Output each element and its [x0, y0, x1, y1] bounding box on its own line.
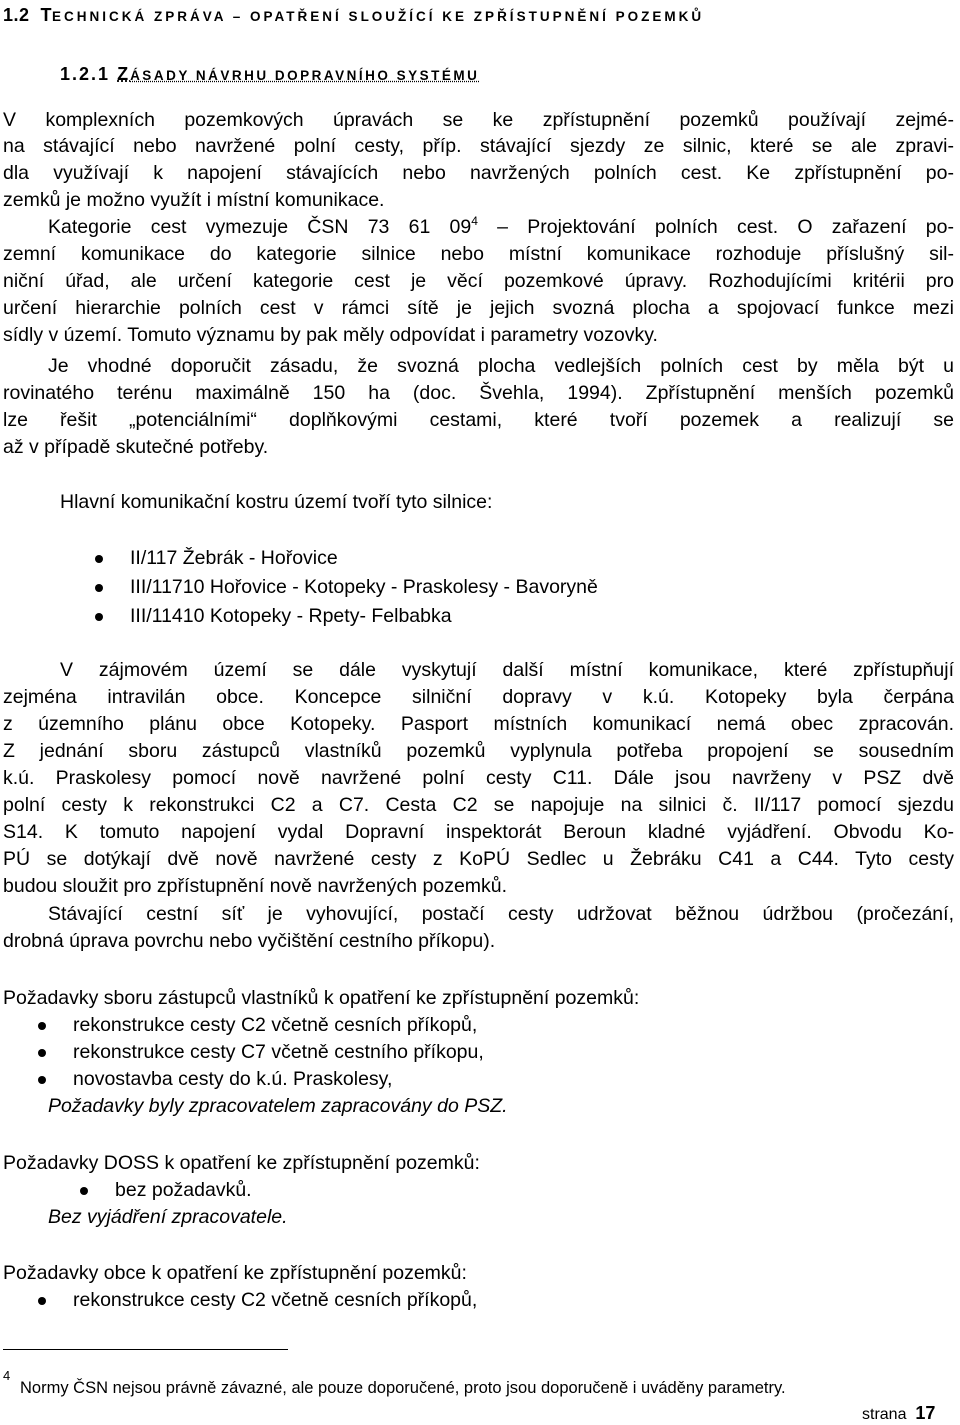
subsection-title: ÁSADY NÁVRHU DOPRAVNÍHO SYSTÉMU — [130, 68, 480, 83]
requirements-title-obec: Požadavky obce k opatření ke zpřístupnění pozemků: — [3, 1262, 467, 1284]
subsection-title-initial: Z — [117, 64, 131, 84]
paragraph-line: drobná úprava povrchu nebo vyčištění cestního příkopu). — [3, 930, 496, 952]
list-item: rekonstrukce cesty C7 včetně cestního příkopu, — [73, 1041, 484, 1063]
list-item: II/117 Žebrák - Hořovice — [130, 547, 338, 569]
paragraph-line: V komplexních pozemkových úpravách se ke zpřístupnění pozemků používají zejmé- — [3, 109, 954, 131]
list-item: rekonstrukce cesty C2 včetně cesních příkopů, — [73, 1014, 478, 1036]
footnote-separator — [3, 1349, 288, 1350]
page-number-value: 17 — [915, 1403, 936, 1423]
paragraph-line: PÚ se dotýkají dvě nově navržené cesty z KoPÚ Sedlec u Žebráku C41 a C44. Tyto cesty — [3, 848, 954, 870]
paragraph-line: S14. K tomuto napojení vydal Dopravní inspektorát Beroun kladné vyjádření. Obvodu Ko- — [3, 821, 954, 843]
bullet-icon — [95, 613, 103, 621]
requirements-note: Požadavky byly zpracovatelem zapracovány do PSZ. — [48, 1095, 508, 1117]
requirements-note: Bez vyjádření zpracovatele. — [48, 1206, 288, 1228]
paragraph-line: rovinatého terénu maximálně 150 ha (doc. Švehla, 1994). Zpřístupnění menších pozemků — [3, 382, 954, 404]
footnote-reference: 4 — [471, 214, 478, 228]
list-item: III/11410 Kotopeky - Rpety- Felbabka — [130, 605, 452, 627]
bullet-icon — [38, 1022, 46, 1030]
paragraph-line: zejména intravilán obce. Koncepce silniční dopravy v k.ú. Kotopeky byla čerpána — [3, 686, 954, 708]
paragraph-line: niční úřad, ale určení kategorie cest je věcí pozemkové úpravy. Rozhodujícími kritérii pro — [3, 270, 954, 292]
section-title: ECHNICKÁ ZPRÁVA – OPATŘENÍ SLOUŽÍCÍ KE ZPŘÍSTUPNĚNÍ POZEMKŮ — [52, 9, 705, 24]
footnote-mark: 4 — [3, 1368, 11, 1383]
paragraph-line: Z jednání sboru zástupců vlastníků pozemků vyplynula potřeba propojení se sousedním — [3, 740, 954, 762]
paragraph-line: až v případě skutečné potřeby. — [3, 436, 269, 458]
bullet-icon — [38, 1297, 46, 1305]
paragraph-line: Je vhodné doporučit zásadu, že svozná plocha vedlejších polních cest by měla být u — [48, 355, 954, 377]
paragraph-line: určení hierarchie polních cest v rámci sítě je jejich svozná plocha a spojovací funkce mezi — [3, 297, 954, 319]
requirements-title-sbor: Požadavky sboru zástupců vlastníků k opatření ke zpřístupnění pozemků: — [3, 987, 640, 1009]
paragraph-line: sídly v území. Tomuto významu by pak měly odpovídat i parametry vozovky. — [3, 324, 658, 346]
paragraph-line: zemní komunikace do kategorie silnice nebo místní komunikace rozhoduje příslušný sil- — [3, 243, 954, 265]
bullet-icon — [95, 555, 103, 563]
page-number — [862, 1403, 935, 1425]
page-label: strana — [862, 1406, 907, 1423]
bullet-icon — [80, 1187, 88, 1195]
bullet-icon — [38, 1076, 46, 1084]
paragraph-line: na stávající nebo navržené polní cesty, příp. stávající sjezdy ze silnic, které se ale zpravi- — [3, 135, 954, 157]
paragraph-line: V zájmovém území se dále vyskytují další místní komunikace, které zpřístupňují — [60, 659, 954, 681]
paragraph-line: lze řešit „potenciálními“ doplňkovými cestami, které tvoří pozemek a realizují se — [3, 409, 954, 431]
footnote-text: Normy ČSN nejsou právně závazné, ale pouze doporučené, proto jsou doporučeně i uváděny parametry. — [20, 1379, 786, 1397]
bullet-icon — [38, 1049, 46, 1057]
subsection-number: 1.2.1 — [60, 64, 111, 84]
paragraph-line: polní cesty k rekonstrukci C2 a C7. Cesta C2 se napojuje na silnici č. II/117 pomocí sjezdu — [3, 794, 954, 816]
list-item: novostavba cesty do k.ú. Praskolesy, — [73, 1068, 393, 1090]
bullet-icon — [95, 584, 103, 592]
list-item: III/11710 Hořovice - Kotopeky - Praskolesy - Bavoryně — [130, 576, 598, 598]
paragraph-line: z územního plánu obce Kotopeky. Pasport místních komunikací nemá obec zpracován. — [3, 713, 954, 735]
subsection-heading — [60, 61, 479, 89]
paragraph-line: Stávající cestní síť je vyhovující, postačí cesty udržovat běžnou údržbou (pročezání, — [48, 903, 954, 925]
roads-intro: Hlavní komunikační kostru území tvoří tyto silnice: — [60, 491, 493, 513]
section-title-initial: T — [40, 5, 53, 25]
paragraph-line — [48, 214, 954, 241]
list-item: bez požadavků. — [115, 1179, 252, 1201]
standard-reference: Kategorie cest vymezuje ČSN 73 61 09 — [48, 216, 472, 238]
paragraph-line: dla využívají k napojení stávajících nebo navržených polních cest. Ke zpřístupnění po- — [3, 162, 954, 184]
section-number: 1.2 — [3, 5, 30, 25]
paragraph-line: k.ú. Praskolesy pomocí nově navržené polní cesty C11. Dále jsou navrženy v PSZ dvě — [3, 767, 954, 789]
section-heading — [3, 2, 704, 30]
paragraph-text: – Projektování polních cest. O zařazení po- — [477, 216, 954, 238]
paragraph-line: budou sloužit pro zpřístupnění nově navržených pozemků. — [3, 875, 508, 897]
paragraph-line: zemků je možno využít i místní komunikace. — [3, 189, 385, 211]
requirements-title-doss: Požadavky DOSS k opatření ke zpřístupnění pozemků: — [3, 1152, 480, 1174]
list-item: rekonstrukce cesty C2 včetně cesních příkopů, — [73, 1289, 478, 1311]
